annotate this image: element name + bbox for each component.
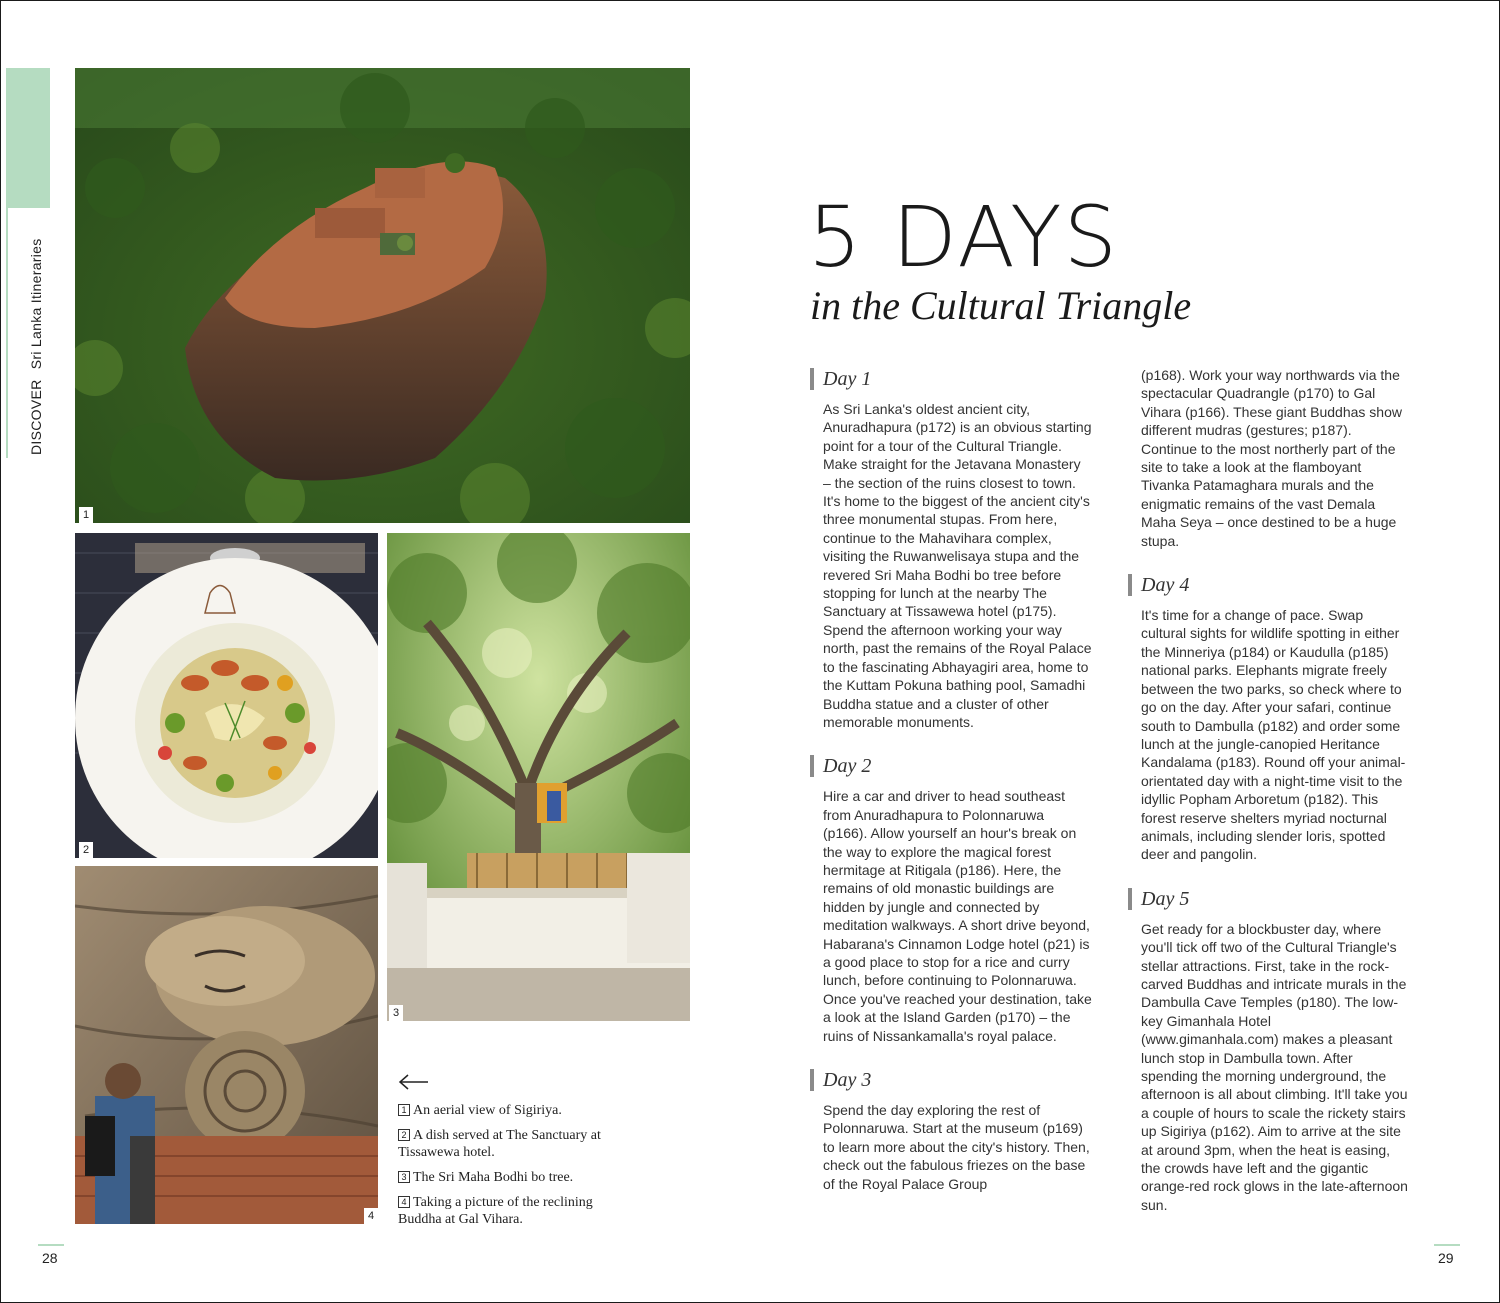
day-heading: Day 1	[810, 368, 1092, 390]
day-body-continued: (p168). Work your way northwards via the spectacular Quadrangle (p170) to Gal Vihara (p166). These giant Buddhas show different mudras (gestures; p187). Continue to the most northerly part of the site to take a look at the flamboyant Tivanka Patamaghara murals and the enigmatic remains of the vast Demala Maha Seya – once destined to be a huge stupa.	[1141, 367, 1402, 549]
day-heading: Day 5	[1128, 888, 1410, 910]
bo-tree-photo	[387, 533, 690, 1021]
food-plate-photo	[75, 533, 378, 858]
page-number-right: 29	[1438, 1250, 1454, 1266]
photo-number: 1	[79, 507, 93, 523]
caption-number: 1	[398, 1104, 410, 1116]
photo-number: 4	[364, 1208, 378, 1224]
day-body: Hire a car and driver to head southeast from Anuradhapura to Polonnaruwa (p166). Allow yourself an hour's break on the way to explore the magical forest hermitage at Ritigala (p186). Here, the remains of old monastic buildings are hidden by jungle and connected by meditation walkways. A short drive beyond, Habarana's Cinnamon Lodge hotel (p21) is a good place to stop for a rice and curry lunch, before continuing to Polonnaruwa. Once you've reached your destination, take a look at the Island Garden (p170) – the ruins of Nissankamalla's royal palace.	[823, 788, 1092, 1044]
caption-text: A dish served at The Sanctuary at Tissawewa hotel.	[398, 1128, 601, 1160]
folio-accent-left	[38, 1244, 64, 1246]
page-number-left: 28	[42, 1250, 58, 1266]
caption-2	[398, 1127, 638, 1161]
discover-label: DISCOVER	[28, 379, 44, 455]
page-subtitle: in the Cultural Triangle	[810, 283, 1192, 328]
day-body: As Sri Lanka's oldest ancient city, Anuradhapura (p172) is an obvious starting point for a tour of the Cultural Triangle. Make straight for the Jetavana Monastery – the section of the ruins closest to town. It's home to the biggest of the ancient city's three monumental stupas. From here, continue to the Mahavihara complex, visiting the Ruwanwelisaya stupa and the revered Sri Maha Bodhi bo tree before stopping for lunch at the nearby The Sanctuary at Tissawewa hotel (p175). Spend the afternoon working your way north, past the remains of the Royal Palace to the fascinating Abhayagiri area, home to the Kuttam Pokuna bathing pool, Samadhi Buddha statue and a cluster of other memorable monuments.	[823, 401, 1092, 730]
section-tab-line	[6, 208, 8, 458]
day-heading: Day 2	[810, 755, 1092, 777]
caption-number: 3	[398, 1171, 410, 1183]
section-name: Sri Lanka Itineraries	[28, 238, 44, 370]
caption-number: 4	[398, 1196, 410, 1208]
caption-1	[398, 1102, 638, 1119]
page-title: 5 DAYS	[808, 188, 1119, 286]
text-column-1	[810, 368, 1092, 1217]
photo-number: 3	[389, 1005, 403, 1021]
reclining-buddha-photo	[75, 866, 378, 1224]
section-label	[28, 238, 44, 455]
photo-captions	[398, 1102, 638, 1236]
caption-number: 2	[398, 1129, 410, 1141]
day-body: Get ready for a blockbuster day, where you'll tick off two of the Cultural Triangle's stellar attractions. First, take in the rock-carved Buddhas and intricate murals in the Dambulla Cave Temples (p180). The low-key Gimanhala Hotel (www.gimanhala.com) makes a pleasant lunch stop in Dambulla town. After spending the morning underground, the afternoon is all about climbing. It'll take you a couple of hours to scale the rickety stairs up Sigiriya (p162). Aim to arrive at the site at around 3pm, when the heat is easing, the crowds have left and the gigantic orange-red rock glows in the late-afternoon sun.	[1141, 920, 1408, 1213]
aerial-rock-fortress-photo	[75, 68, 690, 523]
caption-text: The Sri Maha Bodhi bo tree.	[413, 1170, 574, 1185]
arrow-left-icon	[398, 1072, 430, 1092]
text-column-2	[1128, 368, 1410, 1238]
caption-text: An aerial view of Sigiriya.	[413, 1103, 562, 1118]
day-body: It's time for a change of pace. Swap cultural sights for wildlife spotting in either the Minneriya (p184) or Kaudulla (p185) national parks. Elephants migrate freely between the two parks, so check where to go on the day. After your safari, continue south to Dambulla (p182) and order some lunch at the jungle-canopied Heritance Kandalama (p183). Round off your animal-orientated day with a night-time visit to the idyllic Popham Arboretum (p182). This forest reserve shelters myriad nocturnal animals, including slender loris, spotted deer and pangolin.	[1141, 607, 1406, 863]
caption-3	[398, 1169, 638, 1186]
day-heading: Day 4	[1128, 574, 1410, 596]
day-body: Spend the day exploring the rest of Polonnaruwa. Start at the museum (p169) to learn more about the city's history. Then, check out the fabulous friezes on the base of the Royal Palace Group	[823, 1102, 1090, 1192]
folio-accent-right	[1434, 1244, 1460, 1246]
photo-number: 2	[79, 842, 93, 858]
caption-text: Taking a picture of the reclining Buddha at Gal Vihara.	[398, 1195, 593, 1227]
day-heading: Day 3	[810, 1069, 1092, 1091]
section-tab	[6, 68, 50, 208]
caption-4	[398, 1194, 638, 1228]
